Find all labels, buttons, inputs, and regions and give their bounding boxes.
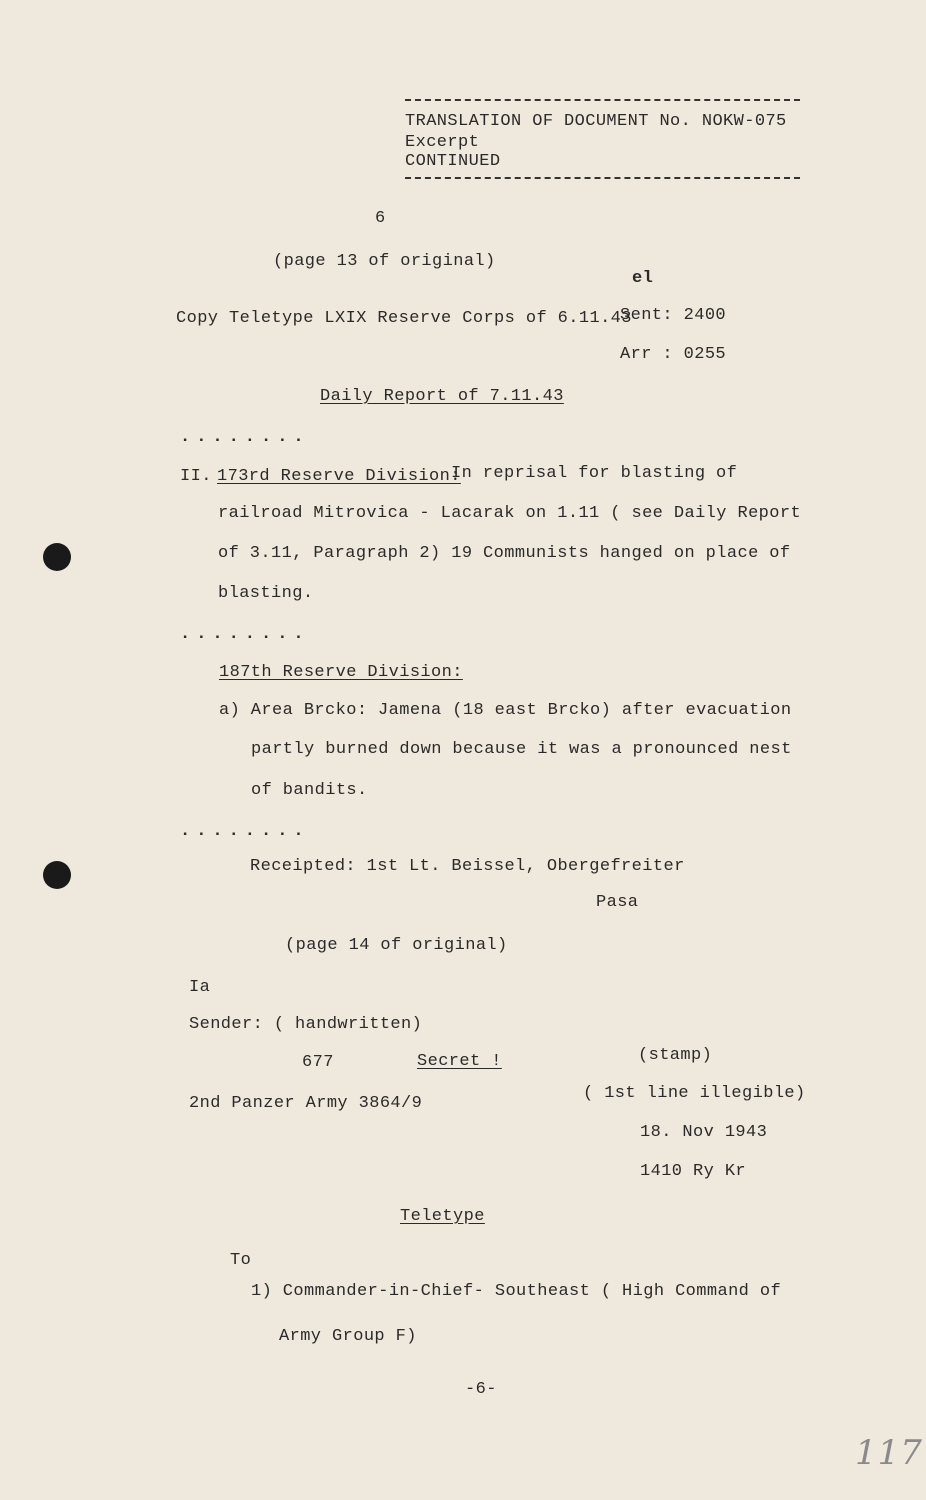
header-continued: CONTINUED xyxy=(405,152,501,171)
stamp-date: 18. Nov 1943 xyxy=(640,1123,768,1142)
header-bottom-rule xyxy=(405,177,800,179)
pasa-name: Pasa xyxy=(596,893,639,912)
ellipsis-2: ........ xyxy=(180,625,310,644)
page-13-note: (page 13 of original) xyxy=(273,252,496,271)
para-II-line4: blasting. xyxy=(218,584,314,603)
header-top-rule xyxy=(405,99,800,101)
page-14-note: (page 14 of original) xyxy=(285,936,508,955)
para-II-heading: 173rd Reserve Division: xyxy=(217,467,461,486)
copy-teletype-line: Copy Teletype LXIX Reserve Corps of 6.11.43 xyxy=(176,309,632,328)
para-II-number: II. xyxy=(180,467,212,486)
illegible-note: ( 1st line illegible) xyxy=(583,1084,806,1103)
div187-heading: 187th Reserve Division: xyxy=(219,663,463,682)
arrival-time: Arr : 0255 xyxy=(620,345,727,364)
punch-hole-bottom xyxy=(43,861,71,889)
header-excerpt: Excerpt xyxy=(405,133,480,152)
daily-report-title: Daily Report of 7.11.43 xyxy=(320,387,564,406)
recipient-line2: Army Group F) xyxy=(279,1327,417,1346)
mark-el: el xyxy=(632,269,654,288)
punch-hole-top xyxy=(43,543,71,571)
para-II-line2: railroad Mitrovica - Lacarak on 1.11 ( see Daily Report xyxy=(218,504,802,523)
to-label: To xyxy=(230,1251,252,1270)
div187-line1: a) Area Brcko: Jamena (18 east Brcko) after evacuation xyxy=(219,701,792,720)
stamp-label: (stamp) xyxy=(638,1046,713,1065)
document-title: TRANSLATION OF DOCUMENT No. NOKW-075 xyxy=(405,112,787,131)
ellipsis-3: ........ xyxy=(180,822,310,841)
ellipsis-1: ........ xyxy=(180,428,310,447)
panzer-army-line: 2nd Panzer Army 3864/9 xyxy=(189,1094,423,1113)
div187-line2: partly burned down because it was a pronounced nest xyxy=(251,740,792,759)
secret-label: Secret ! xyxy=(417,1052,502,1071)
div187-line3: of bandits. xyxy=(251,781,368,800)
number-677: 677 xyxy=(302,1053,334,1072)
para-II-line1: In reprisal for blasting of xyxy=(451,464,738,483)
handwritten-page-number: 117 xyxy=(855,1433,923,1473)
recipient-line1: 1) Commander-in-Chief- Southeast ( High Command of xyxy=(251,1282,782,1301)
page-footer-number: -6- xyxy=(465,1380,497,1399)
para-II-line3: of 3.11, Paragraph 2) 19 Communists hanged on place of xyxy=(218,544,791,563)
stamp-code: 1410 Ry Kr xyxy=(640,1162,747,1181)
sender-line: Sender: ( handwritten) xyxy=(189,1015,423,1034)
ia-label: Ia xyxy=(189,978,211,997)
section-number: 6 xyxy=(375,209,386,228)
teletype-title: Teletype xyxy=(400,1207,485,1226)
receipted-line: Receipted: 1st Lt. Beissel, Obergefreiter xyxy=(250,857,685,876)
sent-time: Sent: 2400 xyxy=(620,306,727,325)
